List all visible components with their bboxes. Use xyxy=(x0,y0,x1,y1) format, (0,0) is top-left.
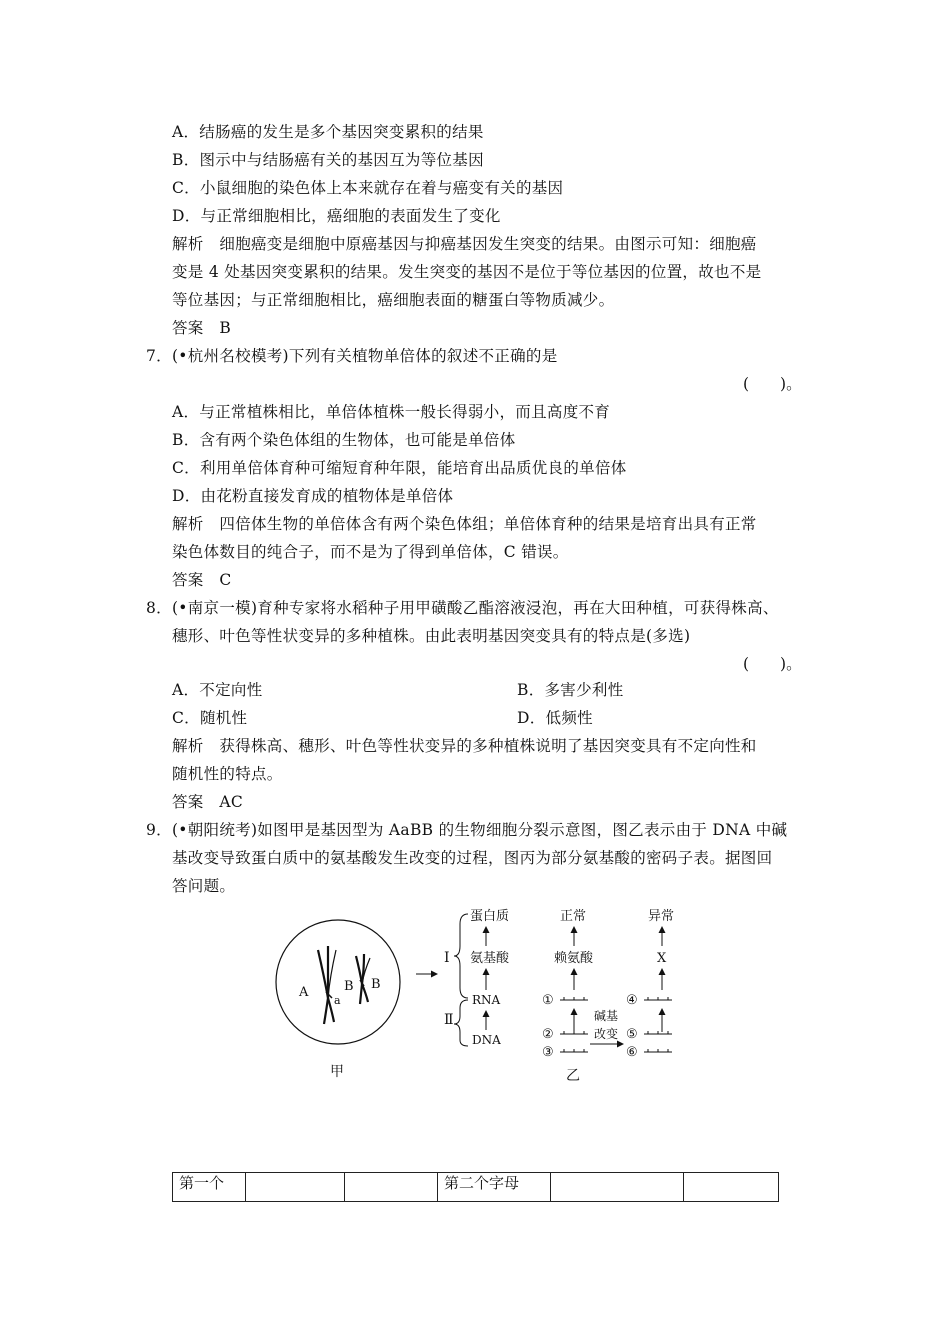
q7-option-a: A．与正常植株相比，单倍体植株一般长得弱小，而且高度不育 xyxy=(172,403,611,421)
expression-process xyxy=(444,909,510,1047)
q6-analysis-line: 解析 细胞癌变是细胞中原癌基因与抑癌基因发生突变的结果。由图示可知：细胞癌 xyxy=(172,235,757,253)
q8-stem-line: 穗形、叶色等性状变异的多种植株。由此表明基因突变具有的特点是(多选) xyxy=(172,627,691,645)
circle-num: ⑤ xyxy=(626,1027,638,1042)
cell-diagram xyxy=(276,920,400,1044)
allele-label: B xyxy=(371,977,381,992)
q6-option-b: B．图示中与结肠癌有关的基因互为等位基因 xyxy=(172,151,484,169)
roman-two: Ⅱ xyxy=(444,1012,454,1028)
amino-acid-label: 氨基酸 xyxy=(470,951,510,966)
q7-analysis-line: 染色体数目的纯合子，而不是为了得到单倍体，C 错误。 xyxy=(172,543,569,561)
q6-option-d: D．与正常细胞相比，癌细胞的表面发生了变化 xyxy=(172,207,501,225)
q8-option-a: A．不定向性 xyxy=(172,681,263,699)
yi-label: 乙 xyxy=(566,1068,580,1084)
change-label: 碱基 xyxy=(594,1009,619,1023)
q6-answer: 答案 B xyxy=(172,319,232,337)
circle-num: ⑥ xyxy=(626,1045,638,1060)
codon-table xyxy=(172,1172,779,1202)
abnormal-label: 异常 xyxy=(648,909,675,924)
circle-num: ② xyxy=(542,1027,554,1042)
mutation-diagram xyxy=(542,908,674,1060)
q8-stem-line: 8．(•南京一模)育种专家将水稻种子用甲磺酸乙酯溶液浸泡，再在大田种植，可获得株高、 xyxy=(146,599,779,617)
q7-analysis-line: 解析 四倍体生物的单倍体含有两个染色体组；单倍体育种的结果是培育出具有正常 xyxy=(172,515,757,533)
circle-num: ① xyxy=(542,993,554,1008)
change-label: 改变 xyxy=(594,1027,619,1041)
q8-answer-blank: ( )。 xyxy=(743,655,802,673)
protein-label: 蛋白质 xyxy=(470,909,510,924)
q6-analysis-line: 等位基因；与正常细胞相比，癌细胞表面的糖蛋白等物质减少。 xyxy=(172,291,615,309)
q8-answer: 答案 AC xyxy=(172,793,244,811)
table-cell xyxy=(684,1173,779,1202)
allele-label: A xyxy=(299,985,309,1000)
figure-jia-yi xyxy=(272,900,692,1090)
q9-stem-line: 答问题。 xyxy=(172,877,236,895)
normal-label: 正常 xyxy=(560,909,587,924)
q6-analysis-line: 变是 4 处基因突变累积的结果。发生突变的基因不是位于等位基因的位置，故也不是 xyxy=(172,263,762,281)
q7-option-d: D．由花粉直接发育成的植物体是单倍体 xyxy=(172,487,454,505)
jia-label: 甲 xyxy=(330,1064,344,1080)
q8-option-c: C．随机性 xyxy=(172,709,248,727)
table-row xyxy=(173,1173,779,1202)
table-cell: 第一个 xyxy=(173,1173,246,1202)
table-cell xyxy=(246,1173,345,1202)
q7-option-c: C．利用单倍体育种可缩短育种年限，能培育出品质优良的单倍体 xyxy=(172,459,627,477)
rna-label: RNA xyxy=(472,993,501,1007)
q7-answer-blank: ( )。 xyxy=(743,375,802,393)
allele-label: a xyxy=(334,994,341,1007)
x-label: X xyxy=(657,951,667,966)
circle-num: ③ xyxy=(542,1045,554,1060)
q9-stem-line: 9．(•朝阳统考)如图甲是基因型为 AaBB 的生物细胞分裂示意图，图乙表示由于 DNA 中碱 xyxy=(146,821,788,839)
dna-label: DNA xyxy=(472,1033,501,1047)
q7-option-b: B．含有两个染色体组的生物体，也可能是单倍体 xyxy=(172,431,516,449)
allele-label: B xyxy=(344,979,354,994)
q8-option-b: B．多害少利性 xyxy=(517,681,624,699)
roman-one: Ⅰ xyxy=(444,950,450,966)
table-cell: 第二个字母 xyxy=(438,1173,551,1202)
q7-answer: 答案 C xyxy=(172,571,232,589)
table-cell xyxy=(345,1173,438,1202)
q7-stem: 7．(•杭州名校模考)下列有关植物单倍体的叙述不正确的是 xyxy=(146,347,558,365)
q6-option-c: C．小鼠细胞的染色体上本来就存在着与癌变有关的基因 xyxy=(172,179,564,197)
table-cell xyxy=(551,1173,684,1202)
q8-analysis-line: 解析 获得株高、穗形、叶色等性状变异的多种植株说明了基因突变具有不定向性和 xyxy=(172,737,757,755)
circle-num: ④ xyxy=(626,993,638,1008)
q8-option-d: D．低频性 xyxy=(517,709,593,727)
q9-stem-line: 基改变导致蛋白质中的氨基酸发生改变的过程，图丙为部分氨基酸的密码子表。据图回 xyxy=(172,849,773,867)
lysine-label: 赖氨酸 xyxy=(554,951,594,966)
q8-analysis-line: 随机性的特点。 xyxy=(172,765,283,783)
q6-option-a: A．结肠癌的发生是多个基因突变累积的结果 xyxy=(172,123,484,141)
